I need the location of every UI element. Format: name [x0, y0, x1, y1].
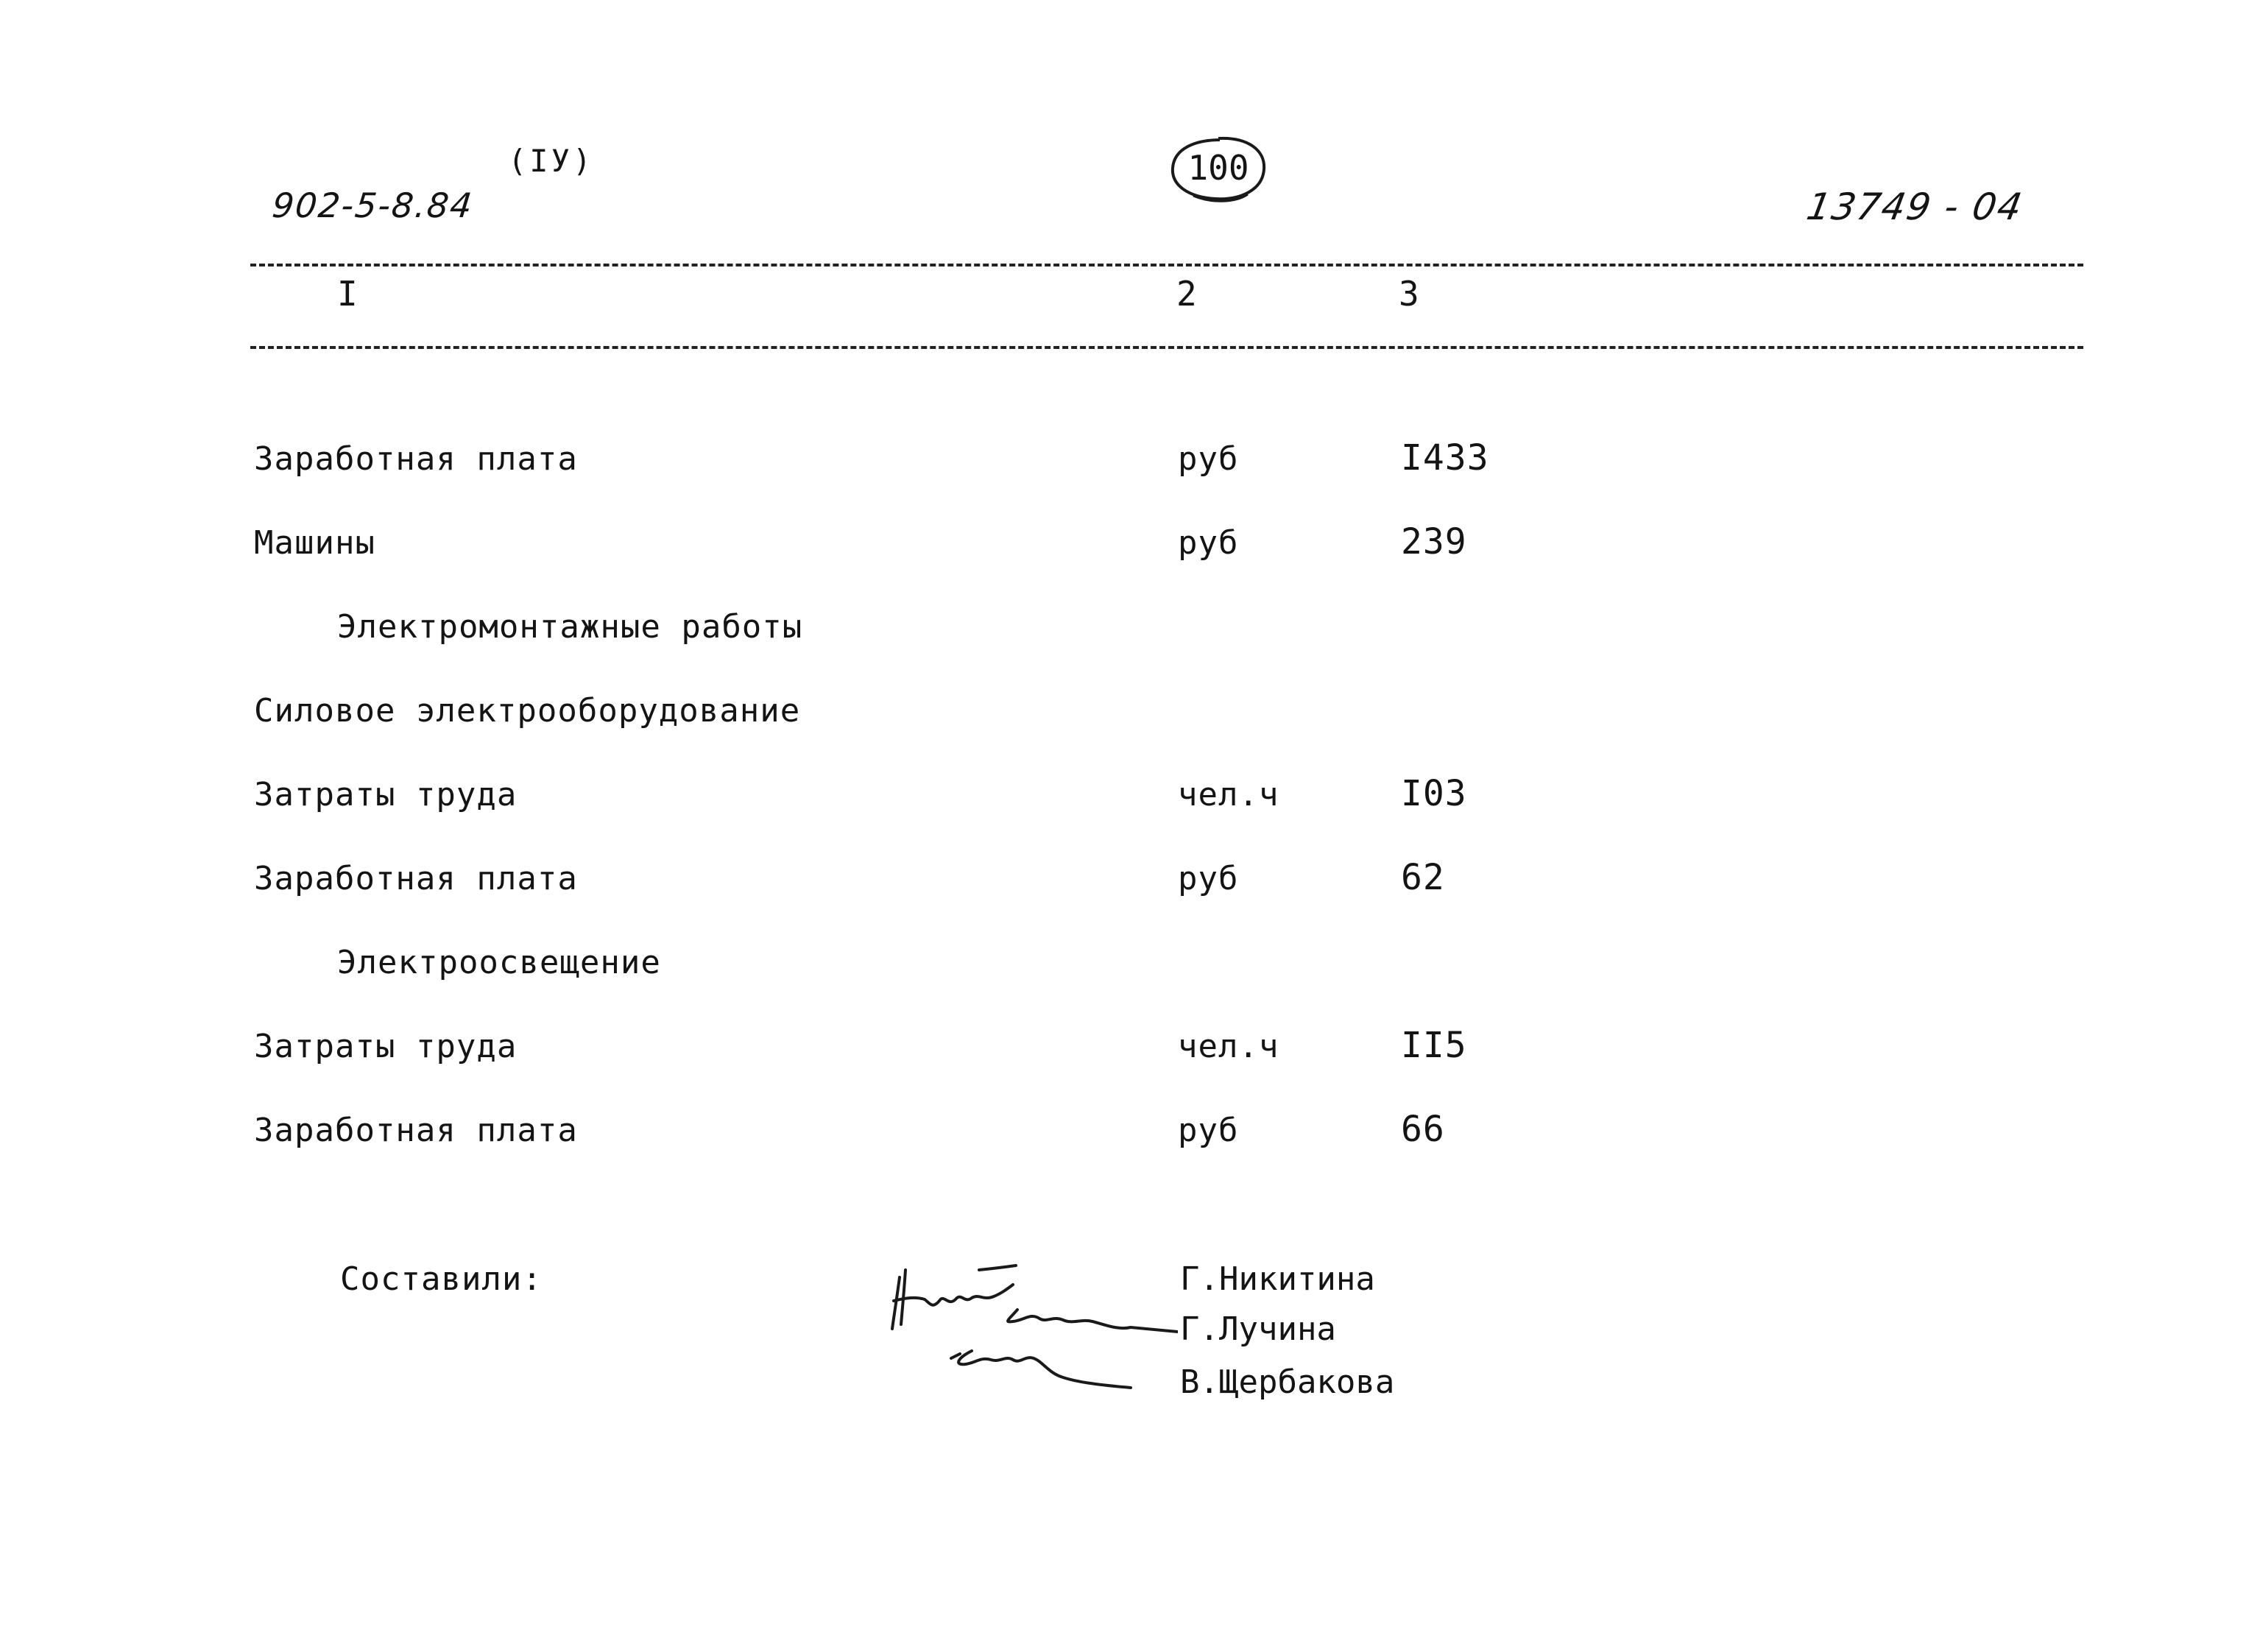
- compiler-name: В.Щербакова: [1180, 1363, 1395, 1401]
- row-unit: руб: [1178, 1112, 1239, 1149]
- compiler-name: Г.Лучина: [1180, 1310, 1336, 1348]
- page-number-text: 100: [1187, 148, 1249, 188]
- row-label: Затраты труда: [254, 776, 518, 813]
- row-unit: чел.ч: [1178, 776, 1279, 813]
- row-label: Заработная плата: [254, 440, 578, 478]
- sheet-subnumber: (IУ): [508, 143, 595, 179]
- signatures-image: [883, 1248, 1178, 1417]
- row-value: I03: [1401, 773, 1467, 814]
- section-heading: Электроосвещение: [337, 944, 661, 981]
- row-unit: руб: [1178, 440, 1239, 478]
- table-rule-top: [250, 264, 2083, 266]
- row-unit: руб: [1178, 860, 1239, 897]
- section-heading: Электромонтажные работы: [337, 608, 803, 646]
- document-code: 13749 - 04: [1803, 186, 2027, 228]
- row-unit: чел.ч: [1178, 1028, 1279, 1065]
- project-reference: 902-5-8.84: [270, 186, 476, 225]
- column-header-3: 3: [1399, 274, 1419, 314]
- row-value: 239: [1401, 521, 1467, 562]
- row-label: Затраты труда: [254, 1028, 518, 1065]
- row-label: Машины: [254, 524, 375, 562]
- row-value: II5: [1401, 1025, 1467, 1066]
- page-number: [1167, 133, 1270, 206]
- row-value: I433: [1401, 437, 1489, 479]
- composed-by-label: Составили:: [340, 1260, 543, 1298]
- row-unit: руб: [1178, 524, 1239, 562]
- compiler-name: Г.Никитина: [1180, 1260, 1375, 1298]
- subsection-heading: Силовое электрооборудование: [254, 692, 801, 730]
- table-rule-bottom: [250, 346, 2083, 349]
- column-header-1: I: [337, 274, 358, 314]
- row-label: Заработная плата: [254, 860, 578, 897]
- column-header-2: 2: [1176, 274, 1197, 314]
- row-value: 66: [1401, 1109, 1445, 1150]
- row-value: 62: [1401, 857, 1445, 898]
- row-label: Заработная плата: [254, 1112, 578, 1149]
